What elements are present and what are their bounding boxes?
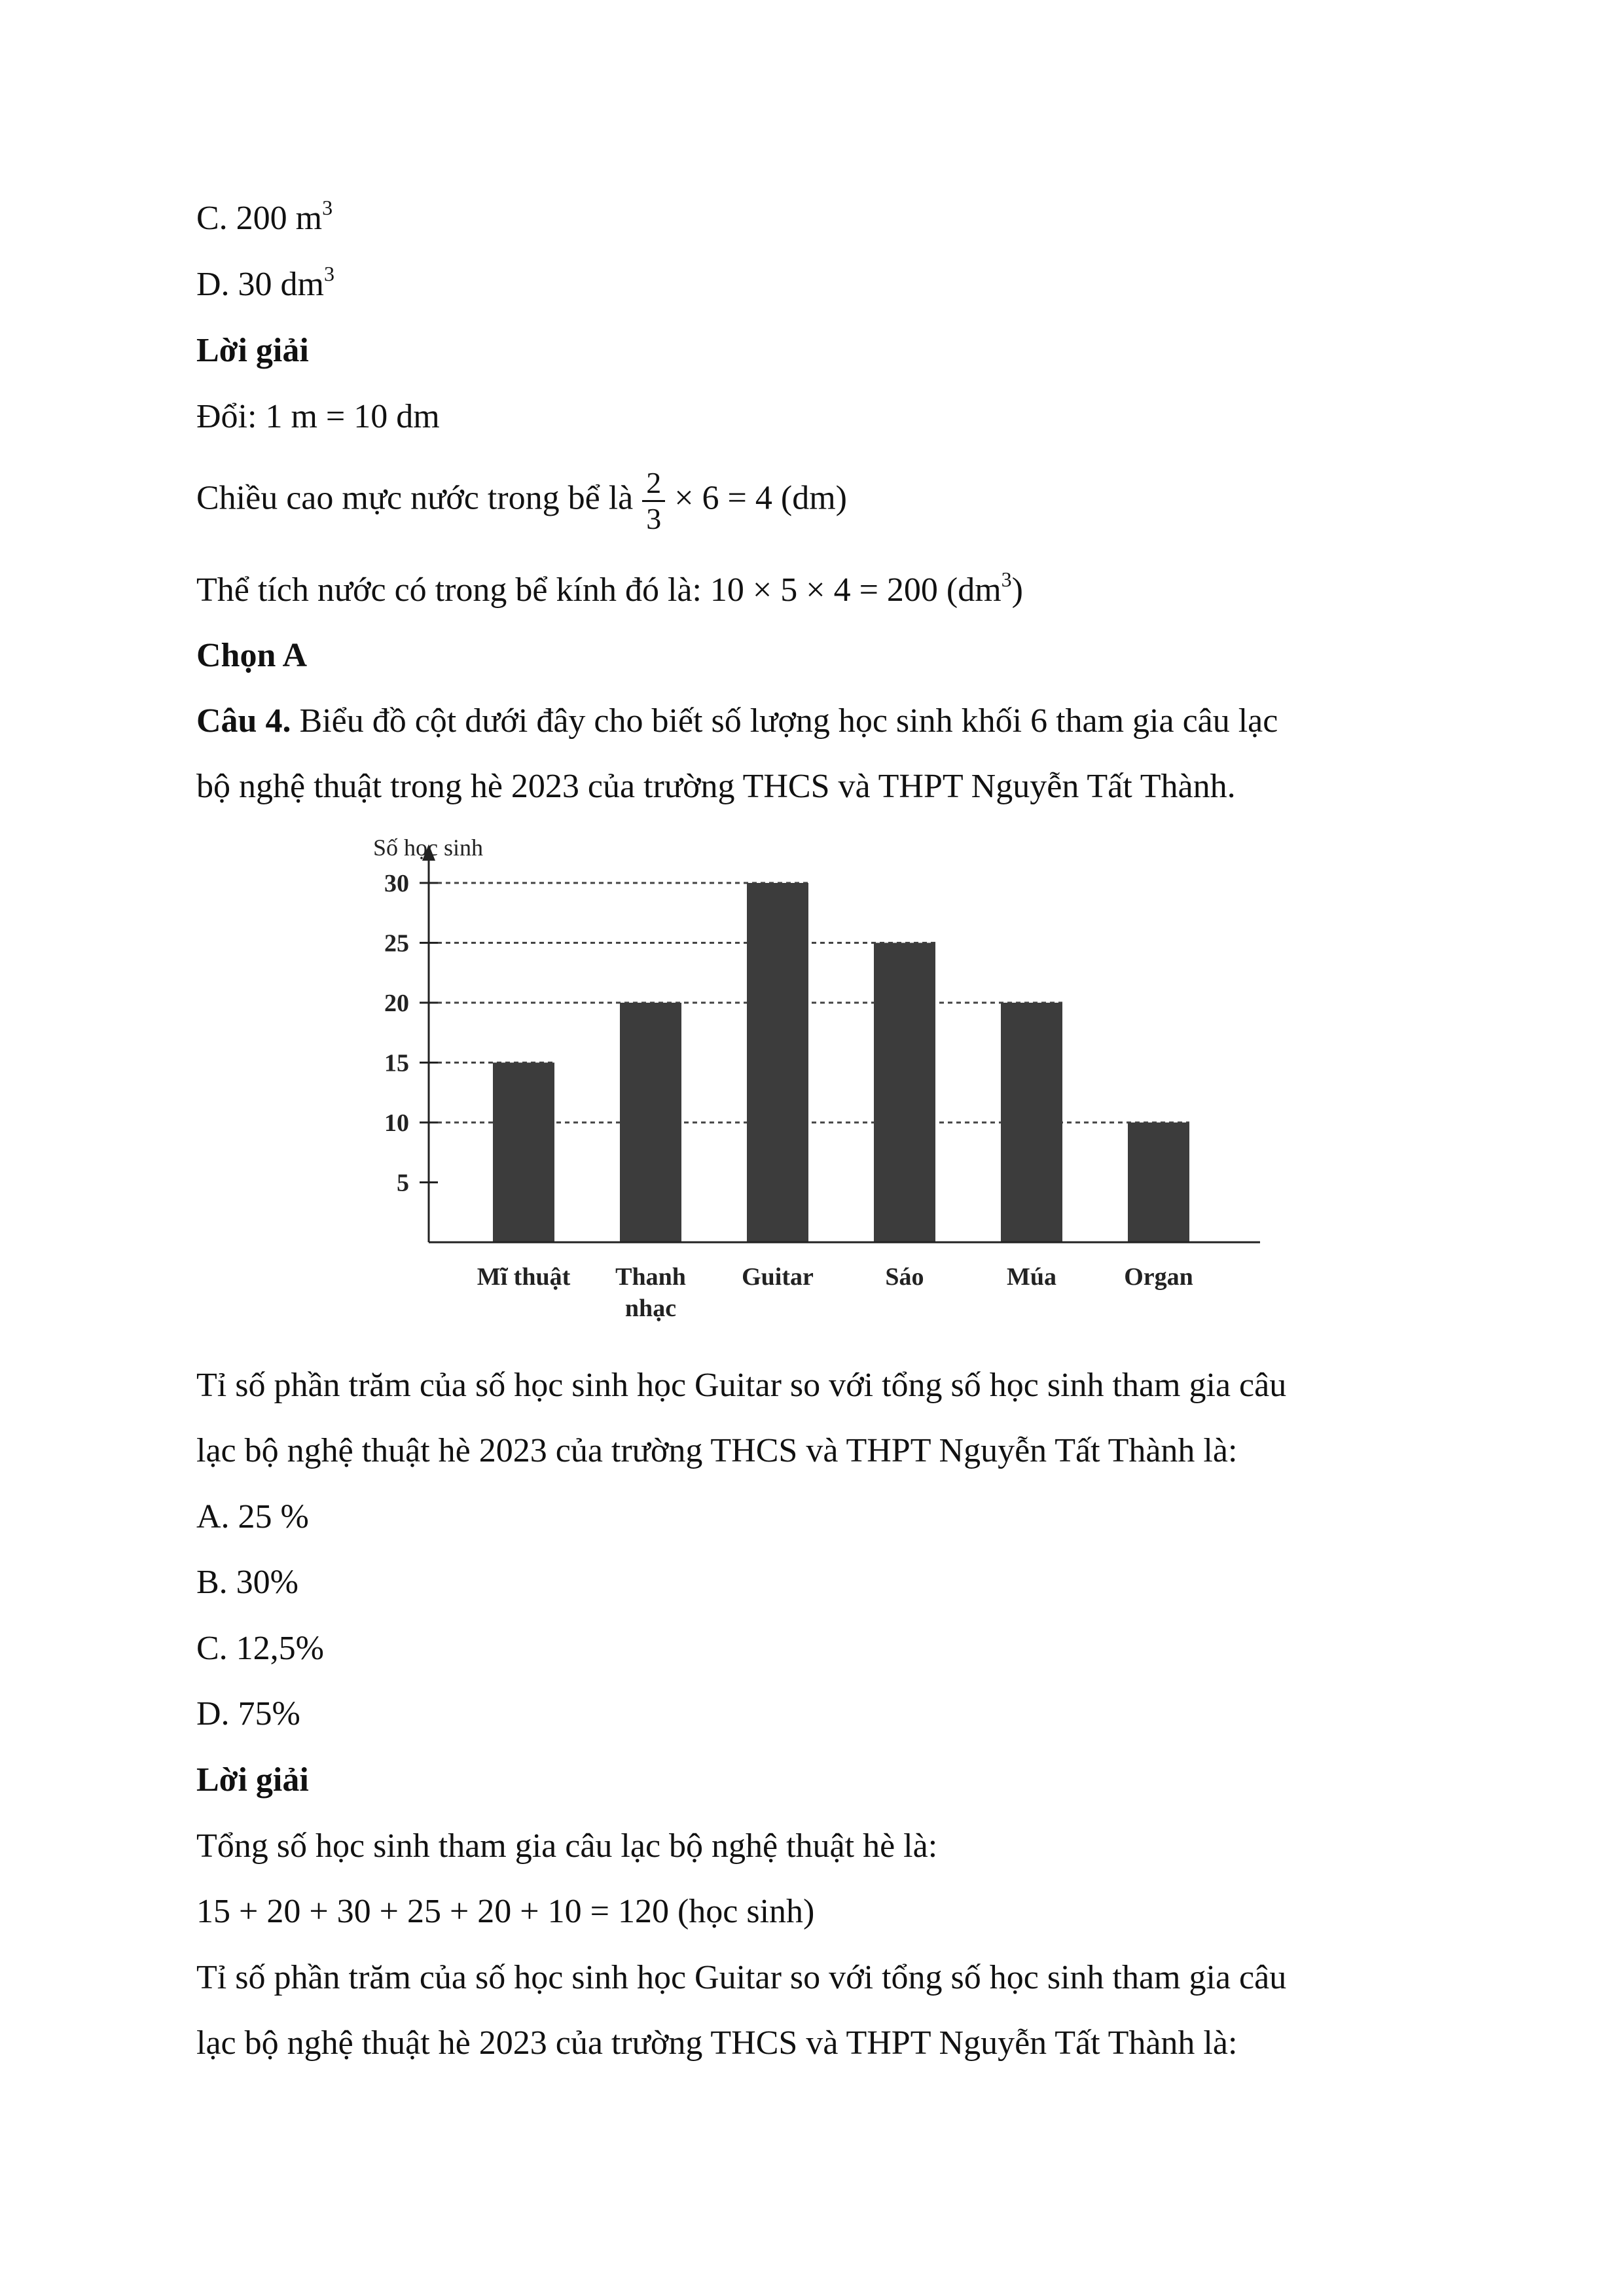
x-tick-labels bbox=[477, 1263, 1193, 1322]
y-axis-label: Số học sinh bbox=[373, 834, 484, 861]
question-4-prompt-1: Tỉ số phần trăm của số học sinh học Guitar so với tổng số học sinh tham gia câu bbox=[196, 1367, 1287, 1404]
y-tick-label: 25 bbox=[384, 929, 409, 958]
bar bbox=[620, 1003, 681, 1242]
fraction: $\frac{2}{3}$ bbox=[642, 466, 665, 536]
y-tick-label: 20 bbox=[384, 990, 409, 1017]
question-4-prompt-2: lạc bộ nghệ thuật hè 2023 của trường THCS và THPT Nguyễn Tất Thành là: bbox=[196, 1432, 1238, 1469]
x-tick-label: Múa bbox=[1007, 1263, 1056, 1291]
solution-2-line-1: Tổng số học sinh tham gia câu lạc bộ nghệ thuật hè là: bbox=[196, 1827, 938, 1865]
x-tick-label: Thanh bbox=[615, 1263, 686, 1291]
solution-2-line-4: lạc bộ nghệ thuật hè 2023 của trường THCS và THPT Nguyễn Tất Thành là: bbox=[196, 2024, 1238, 2062]
bar bbox=[1128, 1122, 1189, 1242]
x-tick-label: Organ bbox=[1124, 1263, 1193, 1291]
y-tick-label: 30 bbox=[384, 870, 409, 897]
water-height-line: Chiều cao mực nước trong bể là $\frac{2}{3}$ × 6 = 4 (dm) bbox=[196, 466, 847, 535]
option-b: B. 30% bbox=[196, 1564, 298, 1601]
x-tick-label: nhạc bbox=[624, 1295, 677, 1322]
bar-chart bbox=[347, 821, 1276, 1338]
solution-2-line-3: Tỉ số phần trăm của số học sinh học Guitar so với tổng số học sinh tham gia câu bbox=[196, 1959, 1287, 1996]
bar bbox=[747, 883, 808, 1242]
bar bbox=[874, 943, 935, 1243]
option-d: D. 75% bbox=[196, 1695, 300, 1732]
y-tick-label: 5 bbox=[397, 1169, 409, 1197]
y-tick-label: 15 bbox=[384, 1049, 409, 1077]
solution-2-line-2: 15 + 20 + 30 + 25 + 20 + 10 = 120 (học sinh) bbox=[196, 1893, 815, 1930]
question-4-line-1: Câu 4. Biểu đồ cột dưới đây cho biết số lượng học sinh khối 6 tham gia câu lạc bbox=[196, 702, 1278, 740]
y-tick-label: 10 bbox=[384, 1109, 409, 1137]
x-tick-label: Mĩ thuật bbox=[477, 1263, 571, 1291]
bar bbox=[1001, 1003, 1062, 1242]
option-d-prev: D. 30 $dm^3$ bbox=[196, 262, 334, 303]
chart-bars bbox=[493, 883, 1189, 1242]
question-4-line-2: bộ nghệ thuật trong hè 2023 của trường THCS và THPT Nguyễn Tất Thành. bbox=[196, 768, 1236, 805]
x-tick-label: Guitar bbox=[742, 1263, 814, 1291]
unit-conversion: Đổi: 1 m = 10 dm bbox=[196, 398, 440, 435]
option-a: A. 25 % bbox=[196, 1498, 309, 1535]
solution-heading-1: Lời giải bbox=[196, 332, 309, 369]
bar bbox=[493, 1063, 554, 1243]
y-ticks bbox=[384, 870, 438, 1197]
option-c-prev: C. 200 $m^3$ bbox=[196, 196, 333, 237]
option-c: C. 12,5% bbox=[196, 1630, 324, 1667]
solution-heading-2: Lời giải bbox=[196, 1761, 309, 1799]
answer-choice: Chọn A bbox=[196, 637, 308, 674]
x-tick-label: Sáo bbox=[885, 1263, 924, 1291]
water-volume-line: Thể tích nước có trong bể kính đó là: 10 × 5 × 4 = 200 $(dm^3)$ bbox=[196, 567, 1023, 609]
